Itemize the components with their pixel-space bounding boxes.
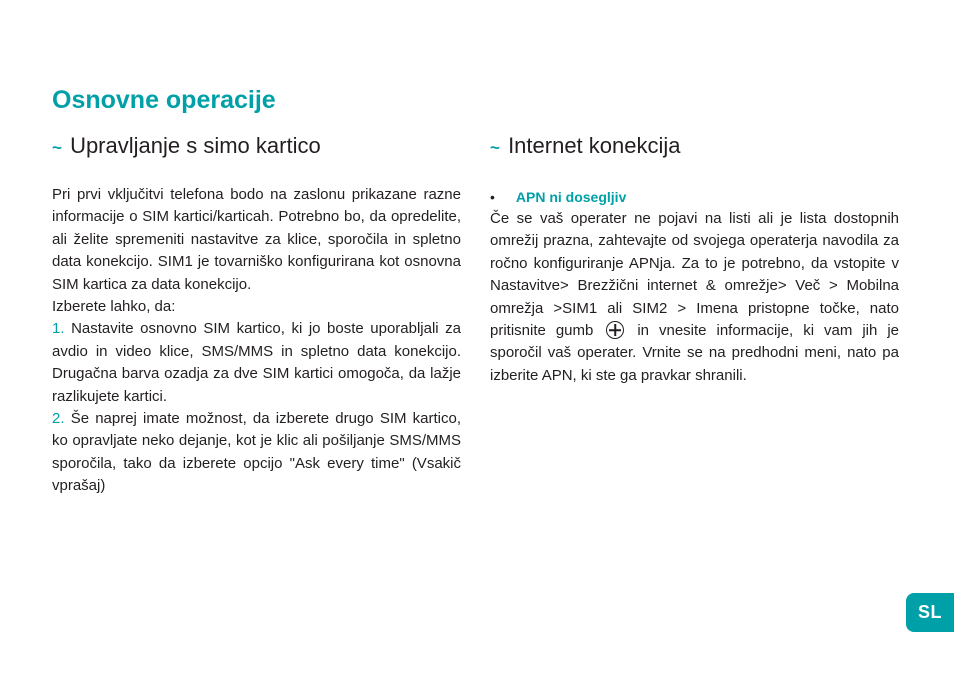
sim-intro-paragraph: Pri prvi vključitvi telefona bodo na zaslonu prikazane razne informacije o SIM kartici/karticah. Potrebno bo, da opredelite, ali želite spremeniti nastavitve za klice, sporočila in spletno data konekcijo. SIM1 je tovarniško konfigurirana kot osnovna SIM kartica za data konekcijo. bbox=[52, 186, 461, 293]
sim-management-body bbox=[52, 184, 461, 498]
list-item-text: Nastavite osnovno SIM kartico, ki jo boste uporabljali za avdio in video klice, SMS/MMS in spletno data konekcijo. Drugačna barva ozadja za dve SIM kartici omogoča, da lažje razlikujete kartici. bbox=[52, 320, 462, 405]
list-item-number: 1. bbox=[52, 320, 65, 338]
apn-paragraph-part-1: Če se vaš operater ne pojavi na listi ali je lista dostopnih omrežij prazna, zahtevajte od svojega operaterja navodila za ročno konfiguriranje APNja. Za to je potrebno, da vstopite v Nastavitve> Brezžični internet & omrežje> Več > Mobilna omrežja >SIM1 ali SIM2 > Imena pristopne točke, nato pritisnite gumb bbox=[490, 210, 899, 340]
language-tab: SL bbox=[906, 593, 954, 632]
section-heading-internet-label: Internet konekcija bbox=[508, 133, 681, 158]
apn-paragraph-part-2: in vnesite informacije, ki vam jih je sporočil vaš operater. Vrnite se na predhodni meni, nato pa izberite APN, ki ste ga pravkar shranili. bbox=[490, 322, 899, 384]
list-item bbox=[52, 408, 461, 498]
internet-connection-body bbox=[490, 186, 899, 387]
page-title: Osnovne operacije bbox=[52, 86, 276, 114]
list-item-text: Še naprej imate možnost, da izberete drugo SIM kartico, ko opravljate neko dejanje, kot je klic ali pošiljanje SMS/MMS sporočila, tako da izberete opcijo "Ask every time" (Vsakič vprašaj) bbox=[52, 410, 461, 495]
section-heading-internet bbox=[490, 132, 899, 162]
section-heading-sim-label: Upravljanje s simo kartico bbox=[70, 133, 321, 158]
heading-tilde-marker: ~ bbox=[52, 138, 62, 157]
bullet-icon: • bbox=[490, 189, 495, 205]
list-item-number: 2. bbox=[52, 410, 65, 428]
apn-subheading-line bbox=[490, 186, 899, 208]
sim-choose-line: Izberete lahko, da: bbox=[52, 298, 176, 316]
apn-paragraph bbox=[490, 208, 899, 387]
plus-circle-icon bbox=[606, 321, 624, 339]
apn-subheading: APN ni dosegljiv bbox=[515, 189, 627, 205]
section-heading-sim bbox=[52, 132, 461, 162]
list-item bbox=[52, 318, 461, 408]
sim-management-section bbox=[52, 132, 461, 498]
internet-connection-section bbox=[490, 132, 899, 387]
heading-tilde-marker: ~ bbox=[490, 138, 500, 157]
